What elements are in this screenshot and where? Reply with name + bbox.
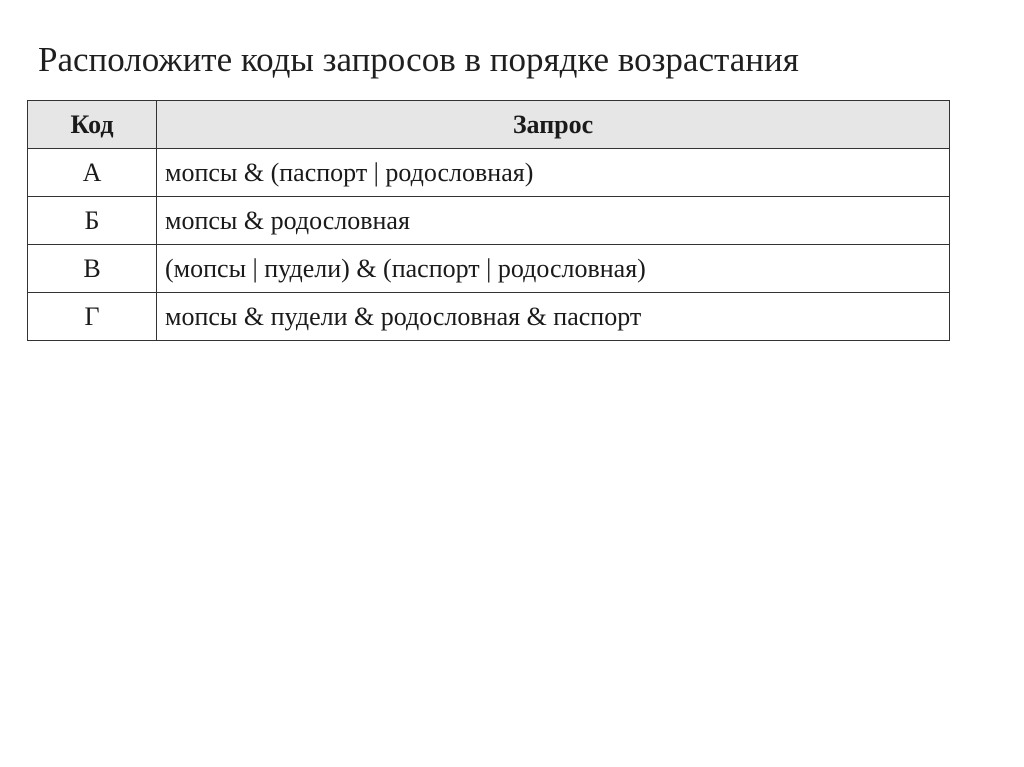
table-row: [28, 149, 950, 197]
row-code: Б: [28, 197, 157, 245]
row-code: А: [28, 149, 157, 197]
row-code: В: [28, 245, 157, 293]
table-row: [28, 197, 950, 245]
row-code: Г: [28, 293, 157, 341]
slide-title: Расположите коды запросов в порядке возрастания: [38, 40, 799, 79]
row-query: мопсы & родословная: [157, 197, 950, 245]
table-header-row: [28, 101, 950, 149]
table-row: [28, 245, 950, 293]
row-query: (мопсы | пудели) & (паспорт | родословная): [157, 245, 950, 293]
header-code: Код: [28, 101, 157, 149]
table-row: [28, 293, 950, 341]
row-query: мопсы & пудели & родословная & паспорт: [157, 293, 950, 341]
query-table: [27, 100, 950, 341]
header-query: Запрос: [157, 101, 950, 149]
row-query: мопсы & (паспорт | родословная): [157, 149, 950, 197]
